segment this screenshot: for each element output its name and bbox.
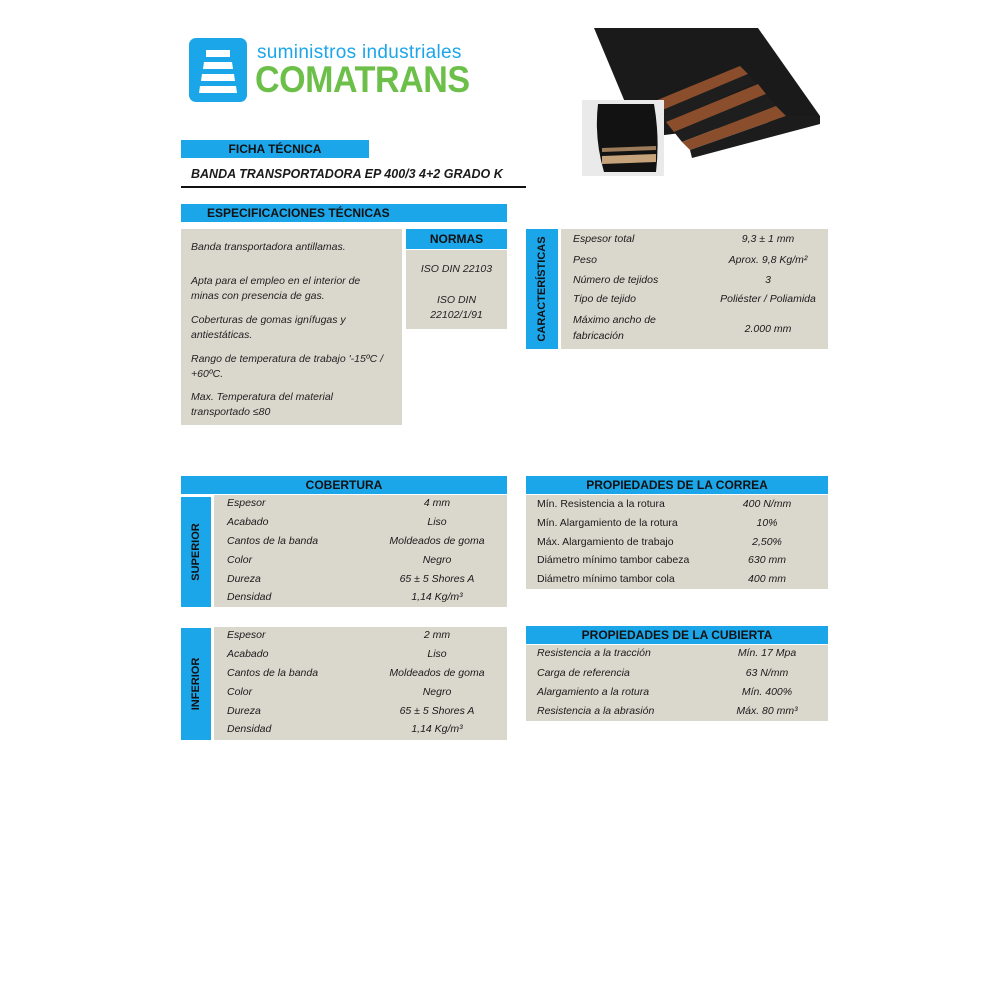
- normas-title: NORMAS: [406, 229, 507, 249]
- title-underline: [181, 186, 526, 188]
- cubierta-title: PROPIEDADES DE LA CUBIERTA: [526, 626, 828, 644]
- logo-icon: [189, 38, 247, 102]
- ficha-tecnica-label: FICHA TÉCNICA: [181, 140, 369, 158]
- caracteristicas-label: CARACTERÍSTICAS: [526, 229, 558, 349]
- spec-line-3: Coberturas de gomas ignífugas y antiestáticas.: [191, 314, 346, 341]
- spec-line-4: Rango de temperatura de trabajo '-15ºC / +60ºC.: [191, 353, 384, 380]
- specs-title: ESPECIFICACIONES TÉCNICAS: [181, 204, 507, 222]
- conveyor-belt-image: [580, 28, 822, 178]
- product-title: BANDA TRANSPORTADORA EP 400/3 4+2 GRADO K: [191, 167, 503, 181]
- norma-1: ISO DIN 22103: [420, 263, 493, 275]
- inferior-label: INFERIOR: [181, 628, 211, 740]
- logo-brand: COMATRANS: [255, 59, 470, 100]
- correa-title: PROPIEDADES DE LA CORREA: [526, 476, 828, 494]
- spec-line-2: Apta para el empleo en el interior de minas con presencia de gas.: [191, 275, 361, 302]
- spec-line-5: Max. Temperatura del material transportado ≤80: [191, 391, 334, 418]
- logo-tagline: suministros industriales: [257, 42, 462, 63]
- norma-2: ISO DIN 22102/1/91: [430, 294, 483, 321]
- spec-line-1: Banda transportadora antillamas.: [191, 241, 346, 253]
- cobertura-title: COBERTURA: [181, 476, 507, 494]
- superior-label: SUPERIOR: [181, 497, 211, 607]
